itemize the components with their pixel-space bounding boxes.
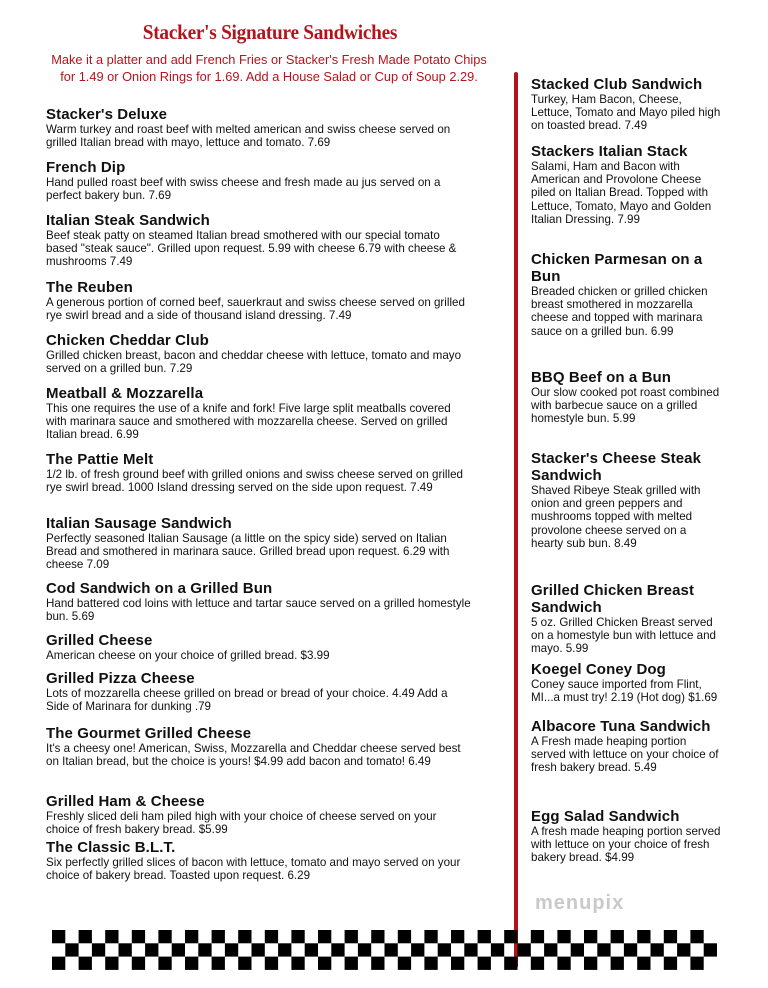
menu-item — [46, 279, 472, 332]
item-name: The Classic B.L.T. — [46, 839, 176, 856]
checker-square — [411, 943, 424, 956]
checker-square — [252, 943, 265, 956]
item-description: Our slow cooked pot roast combined with barbecue sauce on a grilled homestyle bun. 5.99 — [531, 386, 720, 426]
checker-square — [504, 957, 517, 970]
item-description: Shaved Ribeye Steak grilled with onion and green peppers and mushrooms topped with melted provolone cheese served on a hearty sub bun. 8.49 — [531, 484, 701, 550]
checker-square — [504, 930, 517, 943]
checker-square — [531, 930, 544, 943]
item-name: Cod Sandwich on a Grilled Bun — [46, 580, 273, 597]
left-column — [46, 106, 472, 887]
checker-square — [79, 930, 92, 943]
checkered-border — [52, 930, 718, 970]
menu-item — [531, 251, 721, 369]
menu-item — [46, 580, 472, 632]
checker-square — [185, 930, 198, 943]
checker-square — [637, 930, 650, 943]
menu-item — [46, 106, 472, 159]
item-name: BBQ Beef on a Bun — [531, 369, 672, 386]
checker-square — [331, 943, 344, 956]
checker-square — [265, 957, 278, 970]
checker-square — [664, 930, 677, 943]
item-name: Albacore Tuna Sandwich — [531, 718, 711, 735]
checker-square — [371, 930, 384, 943]
checker-square — [145, 943, 158, 956]
checker-square — [318, 957, 331, 970]
item-description: Six perfectly grilled slices of bacon with lettuce, tomato and mayo served on your choice of bakery bread. Toasted upon request. 6.29 — [46, 856, 461, 883]
checker-square — [584, 957, 597, 970]
menupix-watermark: menupix — [535, 892, 625, 914]
item-name: Italian Sausage Sandwich — [46, 515, 232, 532]
item-description: Freshly sliced deli ham piled high with your choice of cheese served on your choice of fresh bakery bread. $5.99 — [46, 810, 437, 837]
checker-square — [358, 943, 371, 956]
checker-square — [491, 943, 504, 956]
checker-square — [158, 957, 171, 970]
item-name: The Reuben — [46, 279, 133, 296]
item-name: The Pattie Melt — [46, 451, 154, 468]
checker-square — [105, 930, 118, 943]
item-name: Grilled Chicken Breast Sandwich — [531, 582, 695, 616]
menu-item — [531, 450, 721, 582]
checker-square — [398, 930, 411, 943]
item-name: Stackers Italian Stack — [531, 143, 688, 160]
menu-item — [46, 632, 472, 670]
menu-item — [46, 332, 472, 385]
checker-square — [212, 930, 225, 943]
item-name: Meatball & Mozzarella — [46, 385, 204, 402]
menu-title: Stacker's Signature Sandwiches — [142, 20, 398, 44]
checker-square — [291, 957, 304, 970]
checker-square — [690, 957, 703, 970]
checker-square — [438, 943, 451, 956]
checker-square — [212, 957, 225, 970]
menu-item — [46, 212, 472, 279]
checker-square — [651, 943, 664, 956]
menu-item — [531, 808, 721, 865]
checker-square — [225, 943, 238, 956]
checker-square — [451, 930, 464, 943]
menu-item — [46, 793, 472, 839]
item-description: Beef steak patty on steamed Italian bread smothered with our special tomato based "steak sauce". Grilled upon request. 5.99 with cheese 6.79 with cheese & mushrooms 7.49 — [46, 229, 457, 269]
item-name: Stacker's Cheese Steak Sandwich — [531, 450, 702, 484]
item-description: Breaded chicken or grilled chicken breast smothered in mozzarella cheese and topped with marinara sauce on a grilled bun. 6.99 — [531, 285, 708, 338]
checker-square — [531, 957, 544, 970]
item-description: Hand pulled roast beef with swiss cheese and fresh made au jus served on a perfect bakery bun. 7.69 — [46, 176, 441, 203]
item-name: Stacked Club Sandwich — [531, 76, 703, 93]
checker-square — [597, 943, 610, 956]
checker-square — [424, 930, 437, 943]
checker-square — [518, 943, 531, 956]
menu-item — [46, 159, 472, 212]
item-description: This one requires the use of a knife and fork! Five large split meatballs covered with marinara sauce and smothered with mozzarella cheese. Served on grilled Italian bread. 6.99 — [46, 402, 451, 442]
checker-square — [557, 957, 570, 970]
item-description: 5 oz. Grilled Chicken Breast served on a homestyle bun with lettuce and mayo. 5.99 — [531, 616, 716, 656]
item-name: Stacker's Deluxe — [46, 106, 168, 123]
item-description: Turkey, Ham Bacon, Cheese, Lettuce, Tomato and Mayo piled high on toasted bread. 7.49 — [531, 93, 721, 133]
item-name: Grilled Cheese — [46, 632, 153, 649]
item-description: Lots of mozzarella cheese grilled on bread or bread of your choice. 4.49 Add a Side of Marinara for dunking .79 — [46, 687, 448, 714]
item-name: Grilled Ham & Cheese — [46, 793, 205, 810]
item-description: Hand battered cod loins with lettuce and tartar sauce served on a grilled homestyle bun. 5.69 — [46, 597, 471, 624]
red-divider-line — [514, 72, 518, 968]
right-column — [531, 76, 721, 865]
item-description: American cheese on your choice of grilled bread. $3.99 — [46, 649, 330, 662]
item-description: A Fresh made heaping portion served with lettuce on your choice of fresh bakery bread. 5.49 — [531, 735, 719, 775]
checker-square — [424, 957, 437, 970]
item-description: Salami, Ham and Bacon with American and Provolone Cheese piled on Italian Bread. Topped with Lettuce, Tomato, Mayo and Golden Italian Dressing. 7.99 — [531, 160, 712, 226]
menu-item — [531, 369, 721, 450]
menu-item — [46, 385, 472, 451]
checker-square — [345, 957, 358, 970]
checker-square — [132, 930, 145, 943]
menu-item — [531, 718, 721, 808]
checker-square — [291, 930, 304, 943]
item-description: A generous portion of corned beef, sauerkraut and swiss cheese served on grilled rye swirl bread and a side of thousand island dressing. 7.49 — [46, 296, 465, 323]
checker-square — [571, 943, 584, 956]
checker-square — [65, 943, 78, 956]
checker-square — [385, 943, 398, 956]
checker-square — [451, 957, 464, 970]
checker-square — [611, 957, 624, 970]
checker-square — [305, 943, 318, 956]
checker-square — [544, 943, 557, 956]
item-name: Chicken Cheddar Club — [46, 332, 209, 349]
checker-square — [345, 930, 358, 943]
menu-item — [46, 515, 472, 580]
checker-square — [238, 957, 251, 970]
platter-note: Make it a platter and add French Fries or Stacker's Fresh Made Potato Chips for 1.49 or Onion Rings for 1.69. Add a House Salad or Cup of Soup 2.29. — [51, 52, 487, 84]
checker-square — [664, 957, 677, 970]
checker-square — [478, 930, 491, 943]
item-name: The Gourmet Grilled Cheese — [46, 725, 252, 742]
menu-item — [46, 451, 472, 515]
item-description: A fresh made heaping portion served with lettuce on your choice of fresh bakery bread. $4.99 — [531, 825, 721, 865]
checker-square — [278, 943, 291, 956]
item-name: Grilled Pizza Cheese — [46, 670, 195, 687]
item-name: French Dip — [46, 159, 126, 176]
checker-square — [132, 957, 145, 970]
checker-square — [464, 943, 477, 956]
menu-item — [531, 76, 721, 143]
checker-square — [119, 943, 132, 956]
menu-item — [46, 725, 472, 793]
item-name: Egg Salad Sandwich — [531, 808, 680, 825]
checker-square — [172, 943, 185, 956]
item-name: Koegel Coney Dog — [531, 661, 666, 678]
checker-square — [158, 930, 171, 943]
checker-square — [557, 930, 570, 943]
checker-square — [318, 930, 331, 943]
checker-square — [584, 930, 597, 943]
menu-item — [46, 839, 472, 887]
item-name: Italian Steak Sandwich — [46, 212, 210, 229]
checker-square — [79, 957, 92, 970]
menu-item — [46, 670, 472, 725]
checker-square — [677, 943, 690, 956]
item-description: It's a cheesy one! American, Swiss, Mozzarella and Cheddar cheese served best on Italian bread, but the choice is yours! $4.99 add bacon and tomato! 6.49 — [46, 742, 461, 769]
checker-square — [611, 930, 624, 943]
checker-square — [624, 943, 637, 956]
checker-square — [198, 943, 211, 956]
checker-square — [105, 957, 118, 970]
checker-square — [238, 930, 251, 943]
item-description: Grilled chicken breast, bacon and cheddar cheese with lettuce, tomato and mayo served on a grilled bun. 7.29 — [46, 349, 462, 376]
item-name: Chicken Parmesan on a Bun — [531, 251, 703, 285]
menu-item — [531, 661, 721, 718]
checker-square — [185, 957, 198, 970]
checker-square — [478, 957, 491, 970]
menu-item — [531, 143, 721, 251]
checker-square — [92, 943, 105, 956]
item-description: Warm turkey and roast beef with melted american and swiss cheese served on grilled Italian bread with mayo, lettuce and tomato. 7.69 — [46, 123, 451, 150]
item-description: Perfectly seasoned Italian Sausage (a little on the spicy side) served on Italian Bread and smothered in marinara sauce. Grilled bread upon request. 6.29 with cheese 7.09 — [46, 532, 450, 572]
checker-square — [371, 957, 384, 970]
checker-square — [52, 957, 65, 970]
item-description: Coney sauce imported from Flint, MI...a must try! 2.19 (Hot dog) $1.69 — [531, 678, 718, 705]
checker-square — [704, 943, 717, 956]
menu-item — [531, 582, 721, 661]
checker-square — [690, 930, 703, 943]
checker-square — [398, 957, 411, 970]
checker-square — [52, 930, 65, 943]
item-description: 1/2 lb. of fresh ground beef with grilled onions and swiss cheese served on grilled rye swirl bread. 1000 Island dressing served on the side upon request. 7.49 — [46, 468, 463, 495]
checker-square — [637, 957, 650, 970]
checker-square — [265, 930, 278, 943]
